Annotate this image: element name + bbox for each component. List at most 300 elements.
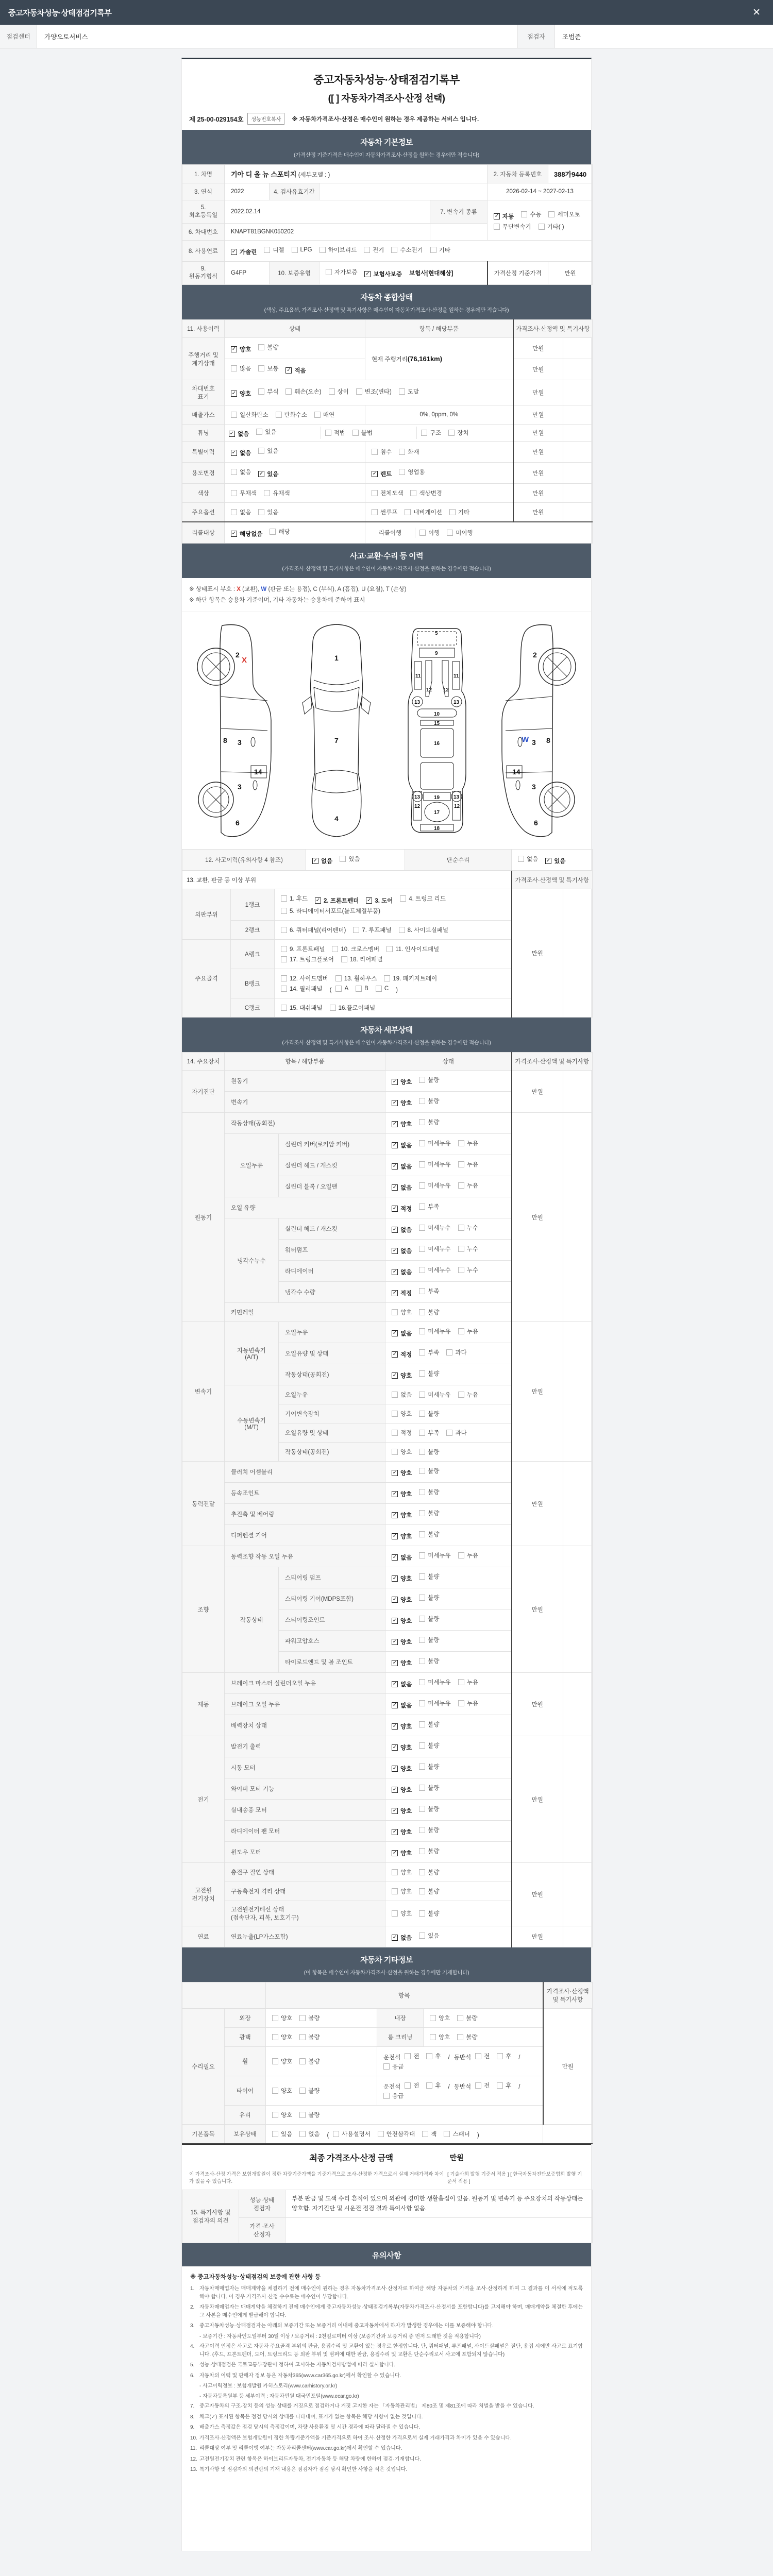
- unchecked-checkbox-icon[interactable]: [419, 1679, 425, 1685]
- checkbox-option[interactable]: [325, 429, 345, 437]
- unchecked-checkbox-icon[interactable]: [458, 1700, 464, 1706]
- checked-checkbox-icon[interactable]: ✓: [365, 271, 370, 277]
- checkbox-option[interactable]: [392, 1511, 412, 1519]
- unchecked-checkbox-icon[interactable]: [314, 412, 321, 418]
- checkbox-option[interactable]: [299, 2057, 320, 2065]
- checkbox-option[interactable]: [364, 270, 402, 278]
- unchecked-checkbox-icon[interactable]: [447, 530, 453, 536]
- unchecked-checkbox-icon[interactable]: [419, 1531, 425, 1537]
- checked-checkbox-icon[interactable]: ✓: [315, 897, 321, 904]
- checkbox-option[interactable]: [419, 1805, 439, 1813]
- checkbox-option[interactable]: [419, 1224, 450, 1232]
- checked-checkbox-icon[interactable]: ✓: [367, 897, 372, 904]
- checkbox-option[interactable]: [392, 1701, 412, 1709]
- checkbox-option[interactable]: [430, 2014, 450, 2022]
- unchecked-checkbox-icon[interactable]: [386, 946, 393, 952]
- checkbox-option[interactable]: [335, 974, 377, 982]
- checkbox-option[interactable]: [419, 1551, 450, 1560]
- checkbox-option[interactable]: [270, 528, 290, 536]
- checkbox-option[interactable]: [231, 345, 251, 353]
- checkbox-option[interactable]: [231, 411, 268, 419]
- checkbox-option[interactable]: [392, 1887, 412, 1895]
- unchecked-checkbox-icon[interactable]: [272, 2131, 278, 2137]
- checkbox-option[interactable]: [231, 389, 251, 398]
- checkbox-option[interactable]: [264, 489, 290, 497]
- checkbox-option[interactable]: [299, 2033, 320, 2041]
- unchecked-checkbox-icon[interactable]: [430, 2015, 436, 2021]
- unchecked-checkbox-icon[interactable]: [285, 388, 292, 395]
- unchecked-checkbox-icon[interactable]: [330, 1005, 336, 1011]
- unchecked-checkbox-icon[interactable]: [399, 388, 405, 395]
- checkbox-option[interactable]: [419, 1909, 439, 1918]
- checkbox-option[interactable]: [521, 210, 541, 218]
- unchecked-checkbox-icon[interactable]: [458, 1552, 464, 1558]
- unchecked-checkbox-icon[interactable]: [419, 1309, 425, 1315]
- unchecked-checkbox-icon[interactable]: [384, 975, 390, 981]
- unchecked-checkbox-icon[interactable]: [419, 1742, 425, 1749]
- unchecked-checkbox-icon[interactable]: [458, 1140, 464, 1146]
- unchecked-checkbox-icon[interactable]: [299, 2015, 306, 2021]
- checkbox-option[interactable]: [272, 2014, 292, 2022]
- unchecked-checkbox-icon[interactable]: [457, 2034, 463, 2040]
- unchecked-checkbox-icon[interactable]: [419, 1288, 425, 1294]
- checkbox-option[interactable]: [458, 1551, 478, 1560]
- checkbox-option[interactable]: [448, 429, 468, 437]
- unchecked-checkbox-icon[interactable]: [419, 1888, 425, 1894]
- checkbox-option[interactable]: [419, 1699, 450, 1707]
- checkbox-option[interactable]: [392, 1099, 412, 1107]
- unchecked-checkbox-icon[interactable]: [378, 2131, 384, 2137]
- checked-checkbox-icon[interactable]: ✓: [392, 1660, 397, 1666]
- unchecked-checkbox-icon[interactable]: [281, 927, 287, 933]
- unchecked-checkbox-icon[interactable]: [341, 956, 347, 962]
- unchecked-checkbox-icon[interactable]: [518, 856, 524, 862]
- checkbox-option[interactable]: [447, 529, 473, 537]
- unchecked-checkbox-icon[interactable]: [446, 1430, 452, 1436]
- checked-checkbox-icon[interactable]: ✓: [313, 858, 318, 864]
- checkbox-option[interactable]: [292, 247, 312, 253]
- checkbox-option[interactable]: [419, 1076, 439, 1084]
- unchecked-checkbox-icon[interactable]: [419, 1246, 425, 1252]
- checkbox-option[interactable]: [392, 1532, 412, 1540]
- checkbox-option[interactable]: [419, 1741, 439, 1750]
- checked-checkbox-icon[interactable]: ✓: [392, 1121, 397, 1127]
- checkbox-option[interactable]: [419, 1429, 439, 1437]
- unchecked-checkbox-icon[interactable]: [430, 2034, 436, 2040]
- unchecked-checkbox-icon[interactable]: [419, 1204, 425, 1210]
- checkbox-option[interactable]: [231, 489, 257, 497]
- unchecked-checkbox-icon[interactable]: [426, 2053, 432, 2059]
- checkbox-option[interactable]: [392, 1680, 412, 1688]
- checkbox-option[interactable]: [258, 387, 278, 396]
- checkbox-option[interactable]: [341, 955, 383, 963]
- unchecked-checkbox-icon[interactable]: [281, 956, 287, 962]
- checkbox-option[interactable]: [419, 1784, 439, 1792]
- unchecked-checkbox-icon[interactable]: [444, 2131, 450, 2137]
- checked-checkbox-icon[interactable]: ✓: [392, 1829, 397, 1835]
- unchecked-checkbox-icon[interactable]: [419, 1392, 425, 1398]
- checked-checkbox-icon[interactable]: ✓: [494, 213, 499, 219]
- unchecked-checkbox-icon[interactable]: [421, 430, 427, 436]
- unchecked-checkbox-icon[interactable]: [419, 1658, 425, 1664]
- unchecked-checkbox-icon[interactable]: [299, 2088, 306, 2094]
- checkbox-option[interactable]: [399, 387, 419, 396]
- unchecked-checkbox-icon[interactable]: [340, 856, 346, 862]
- checked-checkbox-icon[interactable]: ✓: [546, 858, 551, 864]
- checkbox-option[interactable]: [332, 945, 379, 953]
- checked-checkbox-icon[interactable]: ✓: [392, 1702, 397, 1708]
- checked-checkbox-icon[interactable]: ✓: [392, 1269, 397, 1275]
- checkbox-option[interactable]: [419, 1327, 450, 1335]
- checkbox-option[interactable]: [383, 2062, 404, 2071]
- checkbox-option[interactable]: [392, 1828, 412, 1836]
- checked-checkbox-icon[interactable]: ✓: [392, 1512, 397, 1518]
- checkbox-option[interactable]: [475, 2052, 490, 2060]
- checkbox-option[interactable]: [392, 1617, 412, 1625]
- unchecked-checkbox-icon[interactable]: [399, 449, 405, 455]
- checkbox-option[interactable]: [333, 2130, 371, 2138]
- checked-checkbox-icon[interactable]: ✓: [392, 1554, 397, 1561]
- checked-checkbox-icon[interactable]: ✓: [392, 1639, 397, 1645]
- checkbox-option[interactable]: [399, 448, 419, 456]
- checkbox-option[interactable]: [405, 508, 442, 516]
- checkbox-option[interactable]: [419, 1410, 439, 1418]
- checkbox-option[interactable]: [383, 2092, 404, 2100]
- checkbox-option[interactable]: [444, 2130, 469, 2138]
- checkbox-option[interactable]: [392, 1308, 412, 1316]
- unchecked-checkbox-icon[interactable]: [299, 2058, 306, 2064]
- unchecked-checkbox-icon[interactable]: [419, 1449, 425, 1455]
- unchecked-checkbox-icon[interactable]: [419, 1827, 425, 1833]
- unchecked-checkbox-icon[interactable]: [405, 2053, 411, 2059]
- checkbox-option[interactable]: [405, 2081, 419, 2090]
- checkbox-option[interactable]: [272, 2087, 292, 2095]
- unchecked-checkbox-icon[interactable]: [419, 1848, 425, 1854]
- checked-checkbox-icon[interactable]: ✓: [231, 249, 237, 255]
- checkbox-option[interactable]: [419, 1448, 439, 1456]
- checked-checkbox-icon[interactable]: ✓: [392, 1163, 397, 1170]
- checkbox-option[interactable]: [335, 986, 348, 992]
- checkbox-option[interactable]: [281, 985, 323, 993]
- checkbox-option[interactable]: [299, 2111, 320, 2119]
- checkbox-option[interactable]: [419, 1467, 439, 1475]
- checkbox-option[interactable]: [392, 1371, 412, 1380]
- checkbox-option[interactable]: [392, 1638, 412, 1646]
- unchecked-checkbox-icon[interactable]: [258, 344, 264, 350]
- checkbox-option[interactable]: [231, 508, 251, 516]
- checkbox-option[interactable]: [446, 1348, 466, 1357]
- checkbox-option[interactable]: [392, 1596, 412, 1604]
- unchecked-checkbox-icon[interactable]: [272, 2088, 278, 2094]
- checked-checkbox-icon[interactable]: ✓: [392, 1491, 397, 1497]
- unchecked-checkbox-icon[interactable]: [392, 1888, 398, 1894]
- unchecked-checkbox-icon[interactable]: [272, 2112, 278, 2118]
- checkbox-option[interactable]: [391, 246, 423, 254]
- checked-checkbox-icon[interactable]: ✓: [392, 1100, 397, 1106]
- checked-checkbox-icon[interactable]: ✓: [392, 1723, 397, 1730]
- checkbox-option[interactable]: [392, 1350, 412, 1359]
- checkbox-option[interactable]: [340, 855, 360, 863]
- checkbox-option[interactable]: [458, 1391, 478, 1399]
- unchecked-checkbox-icon[interactable]: [548, 211, 554, 217]
- unchecked-checkbox-icon[interactable]: [430, 247, 436, 253]
- checked-checkbox-icon[interactable]: ✓: [392, 1935, 397, 1941]
- checked-checkbox-icon[interactable]: ✓: [259, 471, 264, 477]
- unchecked-checkbox-icon[interactable]: [419, 1764, 425, 1770]
- checked-checkbox-icon[interactable]: ✓: [231, 531, 237, 536]
- copy-number-button[interactable]: 성능번호복사: [247, 113, 284, 125]
- unchecked-checkbox-icon[interactable]: [372, 449, 378, 455]
- unchecked-checkbox-icon[interactable]: [419, 1370, 425, 1377]
- checkbox-option[interactable]: [419, 1369, 439, 1378]
- checkbox-option[interactable]: [392, 1205, 412, 1213]
- unchecked-checkbox-icon[interactable]: [353, 927, 359, 933]
- unchecked-checkbox-icon[interactable]: [299, 2034, 306, 2040]
- checkbox-option[interactable]: [281, 894, 308, 903]
- checkbox-option[interactable]: [372, 508, 397, 516]
- checkbox-option[interactable]: [419, 1245, 450, 1253]
- checkbox-option[interactable]: [366, 896, 393, 905]
- checkbox-option[interactable]: [281, 974, 328, 982]
- checked-checkbox-icon[interactable]: ✓: [392, 1206, 397, 1212]
- unchecked-checkbox-icon[interactable]: [392, 1910, 398, 1917]
- checked-checkbox-icon[interactable]: ✓: [392, 1079, 397, 1085]
- unchecked-checkbox-icon[interactable]: [231, 412, 237, 418]
- checkbox-option[interactable]: [329, 387, 349, 396]
- checkbox-option[interactable]: [299, 2014, 320, 2022]
- checkbox-option[interactable]: [545, 857, 565, 865]
- unchecked-checkbox-icon[interactable]: [419, 1349, 425, 1355]
- checked-checkbox-icon[interactable]: ✓: [392, 1330, 397, 1336]
- checkbox-option[interactable]: [458, 1224, 478, 1232]
- checkbox-option[interactable]: [272, 2033, 292, 2041]
- checkbox-option[interactable]: [392, 1329, 412, 1337]
- unchecked-checkbox-icon[interactable]: [320, 247, 326, 253]
- checked-checkbox-icon[interactable]: ✓: [392, 1351, 397, 1358]
- checkbox-option[interactable]: [548, 210, 580, 218]
- checkbox-option[interactable]: [497, 2052, 511, 2060]
- unchecked-checkbox-icon[interactable]: [419, 1806, 425, 1812]
- checkbox-option[interactable]: [392, 1448, 412, 1456]
- checkbox-option[interactable]: [231, 364, 251, 372]
- unchecked-checkbox-icon[interactable]: [419, 1637, 425, 1643]
- checkbox-option[interactable]: [419, 1887, 439, 1895]
- checkbox-option[interactable]: [356, 986, 368, 992]
- unchecked-checkbox-icon[interactable]: [399, 927, 405, 933]
- checked-checkbox-icon[interactable]: ✓: [392, 1850, 397, 1856]
- unchecked-checkbox-icon[interactable]: [376, 986, 382, 992]
- unchecked-checkbox-icon[interactable]: [419, 1267, 425, 1273]
- checkbox-option[interactable]: [330, 1004, 376, 1012]
- checked-checkbox-icon[interactable]: ✓: [392, 1766, 397, 1772]
- unchecked-checkbox-icon[interactable]: [258, 509, 264, 515]
- unchecked-checkbox-icon[interactable]: [231, 490, 237, 496]
- checkbox-option[interactable]: [392, 1141, 412, 1149]
- unchecked-checkbox-icon[interactable]: [326, 269, 332, 275]
- checkbox-option[interactable]: [276, 411, 307, 419]
- checkbox-option[interactable]: [419, 1097, 439, 1105]
- unchecked-checkbox-icon[interactable]: [272, 2015, 278, 2021]
- checkbox-option[interactable]: [281, 1004, 323, 1012]
- checkbox-option[interactable]: [539, 223, 564, 231]
- checkbox-option[interactable]: [419, 1308, 439, 1316]
- checkbox-option[interactable]: [386, 945, 439, 953]
- checkbox-option[interactable]: [419, 1266, 450, 1274]
- unchecked-checkbox-icon[interactable]: [281, 895, 287, 902]
- checkbox-option[interactable]: [400, 894, 446, 903]
- unchecked-checkbox-icon[interactable]: [256, 429, 262, 435]
- unchecked-checkbox-icon[interactable]: [419, 1700, 425, 1706]
- checkbox-option[interactable]: [353, 926, 391, 934]
- unchecked-checkbox-icon[interactable]: [494, 224, 500, 230]
- unchecked-checkbox-icon[interactable]: [335, 975, 342, 981]
- checked-checkbox-icon[interactable]: ✓: [392, 1744, 397, 1751]
- checked-checkbox-icon[interactable]: ✓: [392, 1142, 397, 1148]
- unchecked-checkbox-icon[interactable]: [372, 509, 378, 515]
- checkbox-option[interactable]: [392, 1247, 412, 1255]
- checkbox-option[interactable]: [392, 1183, 412, 1192]
- unchecked-checkbox-icon[interactable]: [419, 530, 426, 536]
- checkbox-option[interactable]: [392, 1765, 412, 1773]
- checkbox-option[interactable]: [392, 1743, 412, 1752]
- checkbox-option[interactable]: [356, 387, 392, 396]
- unchecked-checkbox-icon[interactable]: [419, 1595, 425, 1601]
- unchecked-checkbox-icon[interactable]: [272, 2058, 278, 2064]
- checked-checkbox-icon[interactable]: ✓: [231, 391, 237, 396]
- checkbox-option[interactable]: [315, 896, 359, 905]
- checkbox-option[interactable]: [426, 2081, 441, 2090]
- unchecked-checkbox-icon[interactable]: [292, 247, 298, 253]
- checkbox-option[interactable]: [272, 2111, 292, 2119]
- unchecked-checkbox-icon[interactable]: [458, 1328, 464, 1334]
- checked-checkbox-icon[interactable]: ✓: [392, 1808, 397, 1814]
- unchecked-checkbox-icon[interactable]: [419, 1468, 425, 1474]
- unchecked-checkbox-icon[interactable]: [258, 365, 264, 371]
- checkbox-option[interactable]: [376, 986, 389, 992]
- checkbox-option[interactable]: [518, 855, 538, 863]
- checkbox-option[interactable]: [419, 1657, 439, 1665]
- checked-checkbox-icon[interactable]: ✓: [392, 1470, 397, 1476]
- checkbox-option[interactable]: [497, 2081, 511, 2090]
- checkbox-option[interactable]: [285, 387, 321, 396]
- unchecked-checkbox-icon[interactable]: [383, 2063, 390, 2070]
- checkbox-option[interactable]: [419, 1348, 439, 1357]
- checkbox-option[interactable]: [419, 1931, 439, 1940]
- unchecked-checkbox-icon[interactable]: [539, 224, 545, 230]
- checkbox-option[interactable]: [458, 1160, 478, 1168]
- checkbox-option[interactable]: [475, 2081, 490, 2090]
- center-value[interactable]: 가양오토서비스: [44, 33, 88, 41]
- checkbox-option[interactable]: [458, 1266, 478, 1274]
- checkbox-option[interactable]: [231, 449, 251, 457]
- checkbox-option[interactable]: [392, 1722, 412, 1731]
- unchecked-checkbox-icon[interactable]: [264, 490, 270, 496]
- checkbox-option[interactable]: [312, 857, 332, 865]
- unchecked-checkbox-icon[interactable]: [231, 365, 237, 371]
- checked-checkbox-icon[interactable]: ✓: [392, 1618, 397, 1624]
- checkbox-option[interactable]: [457, 2014, 477, 2022]
- unchecked-checkbox-icon[interactable]: [399, 469, 405, 475]
- checkbox-option[interactable]: [372, 448, 392, 456]
- unchecked-checkbox-icon[interactable]: [383, 2093, 390, 2099]
- checkbox-option[interactable]: [392, 1553, 412, 1562]
- unchecked-checkbox-icon[interactable]: [333, 2131, 339, 2137]
- unchecked-checkbox-icon[interactable]: [356, 986, 362, 992]
- checkbox-option[interactable]: [258, 447, 278, 455]
- checked-checkbox-icon[interactable]: ✓: [392, 1597, 397, 1603]
- checkbox-option[interactable]: [392, 1429, 412, 1437]
- unchecked-checkbox-icon[interactable]: [400, 895, 406, 902]
- checkbox-option[interactable]: [281, 955, 334, 963]
- checkbox-option[interactable]: [422, 2130, 436, 2138]
- unchecked-checkbox-icon[interactable]: [270, 529, 276, 535]
- checkbox-option[interactable]: [392, 1849, 412, 1857]
- checked-checkbox-icon[interactable]: ✓: [229, 431, 234, 436]
- unchecked-checkbox-icon[interactable]: [458, 1392, 464, 1398]
- unchecked-checkbox-icon[interactable]: [299, 2131, 306, 2137]
- checkbox-option[interactable]: [419, 1678, 450, 1686]
- checkbox-option[interactable]: [392, 1786, 412, 1794]
- checkbox-option[interactable]: [229, 430, 249, 438]
- unchecked-checkbox-icon[interactable]: [325, 430, 331, 436]
- checkbox-option[interactable]: [419, 1594, 439, 1602]
- checkbox-option[interactable]: [258, 508, 278, 516]
- checkbox-option[interactable]: [430, 2033, 450, 2041]
- unchecked-checkbox-icon[interactable]: [458, 1161, 464, 1167]
- checkbox-option[interactable]: [457, 2033, 477, 2041]
- unchecked-checkbox-icon[interactable]: [281, 986, 287, 992]
- checkbox-option[interactable]: [392, 1078, 412, 1086]
- checkbox-option[interactable]: [384, 974, 437, 982]
- checkbox-option[interactable]: [419, 1181, 450, 1190]
- checkbox-option[interactable]: [231, 468, 251, 476]
- checked-checkbox-icon[interactable]: ✓: [287, 367, 291, 373]
- checkbox-option[interactable]: [419, 1118, 439, 1126]
- checkbox-option[interactable]: [419, 1287, 439, 1295]
- checked-checkbox-icon[interactable]: ✓: [231, 346, 237, 352]
- unchecked-checkbox-icon[interactable]: [419, 1161, 425, 1167]
- unchecked-checkbox-icon[interactable]: [521, 211, 527, 217]
- unchecked-checkbox-icon[interactable]: [458, 1182, 464, 1189]
- unchecked-checkbox-icon[interactable]: [419, 1573, 425, 1580]
- unchecked-checkbox-icon[interactable]: [332, 946, 338, 952]
- checkbox-option[interactable]: [392, 1807, 412, 1815]
- checked-checkbox-icon[interactable]: ✓: [392, 1290, 397, 1296]
- unchecked-checkbox-icon[interactable]: [419, 1489, 425, 1495]
- unchecked-checkbox-icon[interactable]: [392, 1392, 398, 1398]
- unchecked-checkbox-icon[interactable]: [458, 1267, 464, 1273]
- checked-checkbox-icon[interactable]: ✓: [392, 1681, 397, 1687]
- unchecked-checkbox-icon[interactable]: [419, 1510, 425, 1516]
- unchecked-checkbox-icon[interactable]: [231, 509, 237, 515]
- checkbox-option[interactable]: [364, 246, 384, 254]
- unchecked-checkbox-icon[interactable]: [281, 946, 287, 952]
- unchecked-checkbox-icon[interactable]: [419, 1910, 425, 1917]
- unchecked-checkbox-icon[interactable]: [422, 2131, 428, 2137]
- checkbox-option[interactable]: [392, 1268, 412, 1276]
- checkbox-option[interactable]: [419, 529, 440, 537]
- unchecked-checkbox-icon[interactable]: [475, 2082, 481, 2089]
- unchecked-checkbox-icon[interactable]: [281, 908, 287, 914]
- unchecked-checkbox-icon[interactable]: [475, 2053, 481, 2059]
- unchecked-checkbox-icon[interactable]: [419, 1098, 425, 1104]
- unchecked-checkbox-icon[interactable]: [458, 1246, 464, 1252]
- checkbox-option[interactable]: [392, 1120, 412, 1128]
- checkbox-option[interactable]: [314, 411, 334, 419]
- unchecked-checkbox-icon[interactable]: [392, 1869, 398, 1875]
- checked-checkbox-icon[interactable]: ✓: [392, 1533, 397, 1539]
- checkbox-option[interactable]: [494, 212, 514, 221]
